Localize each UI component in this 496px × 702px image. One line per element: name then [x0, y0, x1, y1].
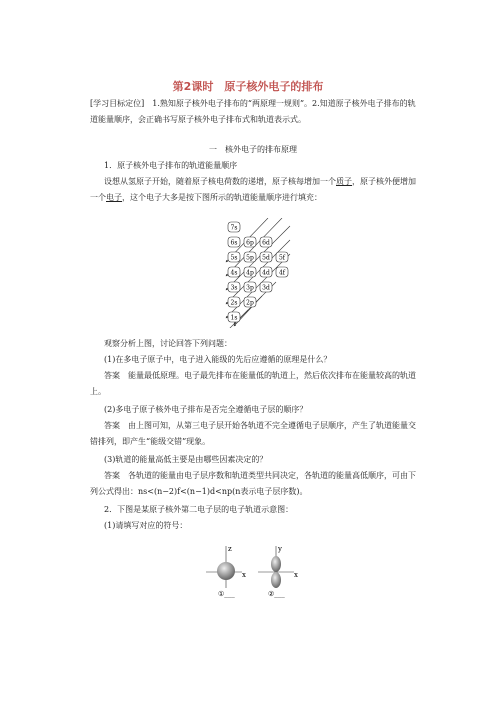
orbital-label-7s: 7s: [230, 224, 238, 232]
question-3: (3)轨道的能量高低主要是由哪些因素决定的？: [104, 455, 268, 464]
axis-y-label: y: [278, 545, 282, 553]
orbital-label-5p: 5p: [246, 254, 254, 262]
axis-x-label-2: x: [294, 571, 298, 579]
orbital-label-5d: 5d: [262, 254, 270, 262]
answer-2: 答案 由上图可知，从第三电子层开始各轨道不完全遵循电子层顺序，产生了轨道能量交错排列，即产生“能级交错”现象。: [90, 421, 416, 446]
question-2: (2)多电子原子核外电子排布是否完全遵循电子层的顺序？: [104, 405, 308, 414]
p-orbital-figures: [202, 544, 302, 598]
orbital-label-3s: 3s: [230, 284, 238, 292]
orbital-label-6d: 6d: [262, 239, 270, 247]
axis-x-label-1: x: [242, 571, 246, 579]
orbital-label-5s: 5s: [230, 254, 238, 262]
blank-answer-electron: 电子: [106, 192, 122, 202]
question-4: (1)请填写对应的符号：: [104, 521, 188, 530]
answer-3: 答案 各轨道的能量由电子层序数和轨道类型共同决定，各轨道的能量高低顺序，可由下列公式得出：ns<(n−2)f<(n−1)d<np(n表示电子层序数)。: [90, 471, 416, 496]
paragraph-1: [90, 174, 416, 205]
blank-answer-proton: 质子: [336, 177, 352, 186]
question-intro: 观察分析上图，讨论回答下列问题：: [104, 339, 232, 348]
para1-text-e: ，这个电子大多是按下图所示的轨道能量顺序进行填充：: [122, 192, 322, 202]
orbital-label-5f: 5f: [278, 254, 286, 262]
orbital-label-4s: 4s: [230, 269, 238, 277]
answer-1: 答案 能量最低原理。电子最先排布在能量低的轨道上，然后依次排布在能量较高的轨道上。: [90, 371, 416, 396]
subheading-2: 2．下图是某原子核外第二电子层的电子轨道示意图：: [104, 505, 294, 514]
figure-label-2: ②___: [268, 590, 285, 598]
orbital-label-2s: 2s: [230, 299, 238, 307]
figure-label-1: ①___: [218, 590, 235, 598]
page-title: 第2课时 原子核外电子的排布: [172, 80, 324, 93]
question-1: (1)在多电子原子中，电子进入能级的先后应遵循的原理是什么？: [104, 355, 332, 364]
section-heading: 一 核外电子的排布原理: [209, 145, 297, 154]
orbital-label-4p: 4p: [246, 269, 254, 277]
orbital-label-6p: 6p: [246, 239, 254, 247]
s-orbital-figure: [206, 545, 246, 598]
sphere-orbital-icon: [217, 562, 235, 580]
axis-z-label: z: [228, 545, 232, 553]
orbital-label-6s: 6s: [230, 239, 238, 247]
para1-text-c: ，原子核外便增加一个: [90, 177, 416, 202]
orbital-label-4f: 4f: [278, 269, 286, 277]
orbital-order-diagram: [222, 218, 292, 328]
orbital-label-3d: 3d: [262, 284, 270, 292]
orbital-label-2p: 2p: [246, 299, 254, 307]
orbital-label-4d: 4d: [262, 269, 270, 277]
orbital-label-1s: 1s: [230, 314, 238, 322]
learning-objectives: [学习目标定位] 1.熟知原子核外电子排布的“两原理一规则”。2.知道原子核外电子排布的轨道能量顺序，会正确书写原子核外电子排布式和轨道表示式。: [90, 99, 416, 124]
dumbbell-lobe-icon: [271, 556, 281, 572]
subheading-1: 1．原子核外电子排布的轨道能量顺序: [104, 161, 238, 170]
para1-text-a: 设想从氢原子开始，随着原子核电荷数的递增，原子核每增加一个: [104, 177, 336, 186]
orbital-label-3p: 3p: [246, 284, 254, 292]
p-orbital-figure: [258, 545, 298, 598]
dumbbell-lobe-icon: [271, 572, 281, 588]
